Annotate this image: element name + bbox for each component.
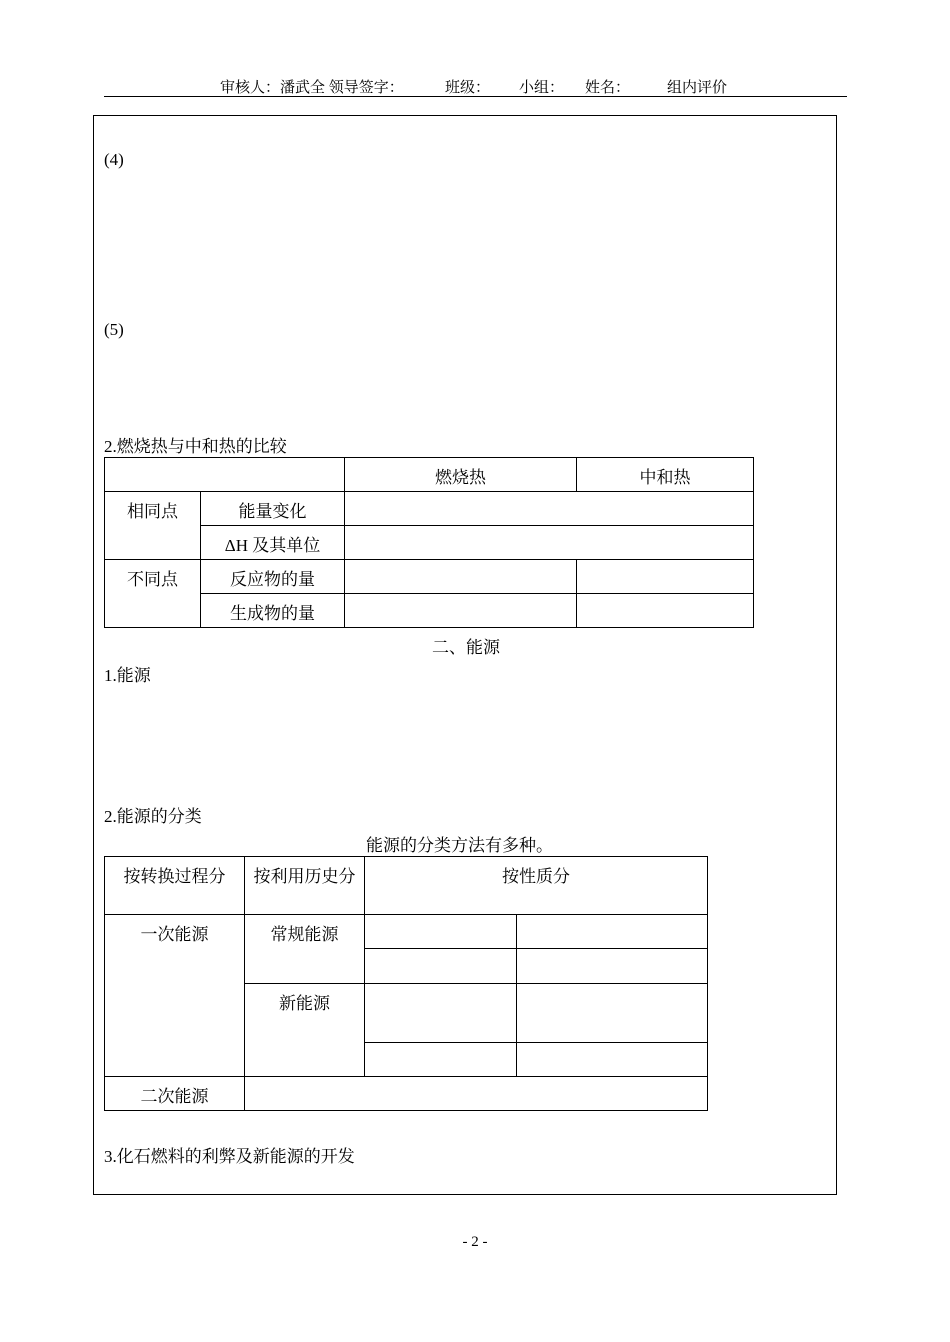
item-5-label: (5): [104, 320, 124, 339]
table1-dh-unit-label: ΔH 及其单位: [200, 525, 345, 560]
table2-conventional-cell-2a: [364, 948, 517, 984]
table2-new-energy-label: 新能源: [244, 983, 365, 1077]
table1-corner-cell: [104, 457, 345, 492]
group-evaluation-label: 组内评价: [667, 80, 728, 96]
table2-secondary-energy-label: 二次能源: [104, 1076, 245, 1111]
name-label: 姓名：: [585, 80, 631, 96]
table2-new-energy-cell-2a: [364, 1042, 517, 1077]
page-header: [104, 76, 847, 97]
table2-header-property: 按性质分: [364, 856, 708, 915]
item-4-label: (4): [104, 150, 124, 169]
table2-secondary-energy-cell: [244, 1076, 708, 1111]
table2-conventional-energy-label: 常规能源: [244, 914, 365, 984]
fossil-fuel-section-title: 3.化石燃料的利弊及新能源的开发: [104, 1147, 355, 1166]
class-label: 班级：: [445, 80, 491, 96]
group-label: 小组：: [519, 80, 565, 96]
table2-primary-energy-label: 一次能源: [104, 914, 245, 1077]
reviewer-signature-label: 审核人：潘武全 领导签字：: [220, 80, 404, 96]
page-number: - 2 -: [462, 1234, 488, 1250]
table1-reactant-neutralization-cell: [576, 559, 754, 594]
table2-conventional-cell-1a: [364, 914, 517, 949]
table1-header-combustion: 燃烧热: [344, 457, 577, 492]
energy-section-heading: 二、能源: [432, 638, 500, 657]
table2-conventional-cell-1b: [516, 914, 708, 949]
energy-subsection-title: 1.能源: [104, 666, 151, 685]
comparison-section-title: 2.燃烧热与中和热的比较: [104, 437, 287, 456]
table1-reactant-amount-label: 反应物的量: [200, 559, 345, 594]
table2-new-energy-cell-2b: [516, 1042, 708, 1077]
table1-energy-change-label: 能量变化: [200, 491, 345, 526]
table2-conventional-cell-2b: [516, 948, 708, 984]
table2-new-energy-cell-1a: [364, 983, 517, 1043]
table1-header-neutralization: 中和热: [576, 457, 754, 492]
table1-dh-unit-cell: [344, 525, 754, 560]
classification-title: 2.能源的分类: [104, 807, 202, 826]
table1-energy-change-cell: [344, 491, 754, 526]
table2-new-energy-cell-1b: [516, 983, 708, 1043]
classification-intro: 能源的分类方法有多种。: [366, 836, 553, 855]
table1-diff-points-label: 不同点: [104, 559, 201, 628]
table2-header-history: 按利用历史分: [244, 856, 365, 915]
table2-header-conversion: 按转换过程分: [104, 856, 245, 915]
table1-product-neutralization-cell: [576, 593, 754, 628]
table1-product-amount-label: 生成物的量: [200, 593, 345, 628]
table1-same-points-label: 相同点: [104, 491, 201, 560]
table1-product-combustion-cell: [344, 593, 577, 628]
table1-reactant-combustion-cell: [344, 559, 577, 594]
